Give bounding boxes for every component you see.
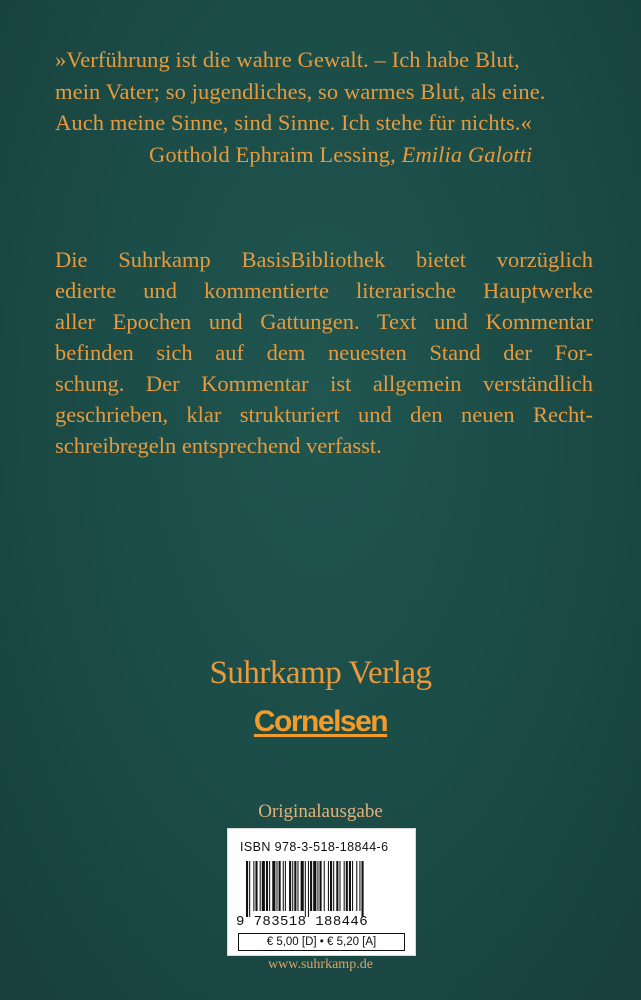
series-description: [55, 244, 593, 461]
barcode-bar: [301, 861, 304, 911]
barcode-bar: [279, 861, 281, 911]
barcode-bar: [344, 861, 345, 911]
barcode-bar: [276, 861, 277, 911]
barcode-bars: [244, 861, 402, 917]
barcode-bar: [328, 861, 329, 911]
quote-line-1: »Verführung ist die wahre Gewalt. – Ich habe Blut,: [55, 47, 520, 72]
barcode-bar: [285, 861, 286, 911]
barcode-bar: [313, 861, 316, 911]
quote-line-3: Auch meine Sinne, sind Sinne. Ich stehe für nichts.«: [55, 110, 532, 135]
barcode-bar: [269, 861, 270, 911]
barcode-bar: [246, 861, 248, 917]
barcode-bar: [262, 861, 265, 911]
barcode-bar: [336, 861, 338, 911]
barcode-bar: [317, 861, 318, 911]
quote-attribution: [55, 139, 595, 171]
barcode-bar: [272, 861, 275, 911]
barcode-bar: [253, 861, 254, 911]
quote-block: [55, 44, 595, 170]
isbn-number: ISBN 978-3-518-18844-6: [240, 840, 389, 854]
barcode-bar: [320, 861, 322, 911]
description-line-3: aller Epochen und Gattungen. Text und Kommentar: [55, 309, 593, 334]
barcode-bar: [260, 861, 261, 911]
quote-line-2: mein Vater; so jugendliches, so warmes Blut, als eine.: [55, 78, 546, 104]
quote-work-title: Emilia Galotti: [401, 141, 533, 167]
barcode-bar: [283, 861, 284, 911]
barcode-bar: [356, 861, 357, 911]
price-label: € 5,00 [D] • € 5,20 [A]: [238, 933, 405, 951]
barcode-bar: [352, 861, 353, 911]
barcode-bar: [266, 861, 268, 911]
barcode-bar: [255, 861, 257, 911]
description-line-7: schreibregeln entsprechend verfasst.: [55, 433, 382, 458]
barcode-bar: [310, 861, 312, 911]
barcode-bar: [324, 861, 325, 911]
barcode-bar: [305, 861, 306, 917]
publisher-website: www.suhrkamp.de: [268, 957, 373, 972]
edition-label: Originalausgabe: [258, 801, 383, 822]
barcode-digits: 9 783518 188446: [236, 914, 369, 930]
isbn-barcode-label: [227, 828, 416, 956]
barcode-bar: [362, 861, 364, 917]
barcode-bar: [308, 861, 309, 917]
barcode-bar: [330, 861, 332, 911]
description-line-6: geschrieben, klar strukturiert und den neuen Recht-: [55, 402, 593, 427]
description-line-2: edierte und kommentierte literarische Hauptwerke: [55, 278, 593, 303]
suhrkamp-verlag-logo: Suhrkamp Verlag: [209, 655, 432, 691]
barcode-bar: [297, 861, 298, 911]
description-line-1: Die Suhrkamp BasisBibliothek bietet vorzüglich: [55, 247, 593, 272]
description-line-5: schung. Der Kommentar ist allgemein verständlich: [55, 371, 593, 396]
barcode-bar: [346, 861, 348, 911]
description-line-4: befinden sich auf dem neuesten Stand der For-: [55, 340, 593, 365]
quote-author: Gotthold Ephraim Lessing,: [149, 141, 396, 167]
barcode-bar: [359, 861, 360, 911]
barcode-bar: [333, 861, 334, 911]
barcode-bar: [289, 861, 291, 911]
barcode-bar: [339, 861, 340, 911]
barcode-bar: [294, 861, 296, 911]
barcode-bar: [292, 861, 293, 911]
barcode-bar: [249, 861, 250, 917]
barcode-bar: [349, 861, 351, 911]
cornelsen-logo: Cornelsen: [253, 705, 388, 738]
